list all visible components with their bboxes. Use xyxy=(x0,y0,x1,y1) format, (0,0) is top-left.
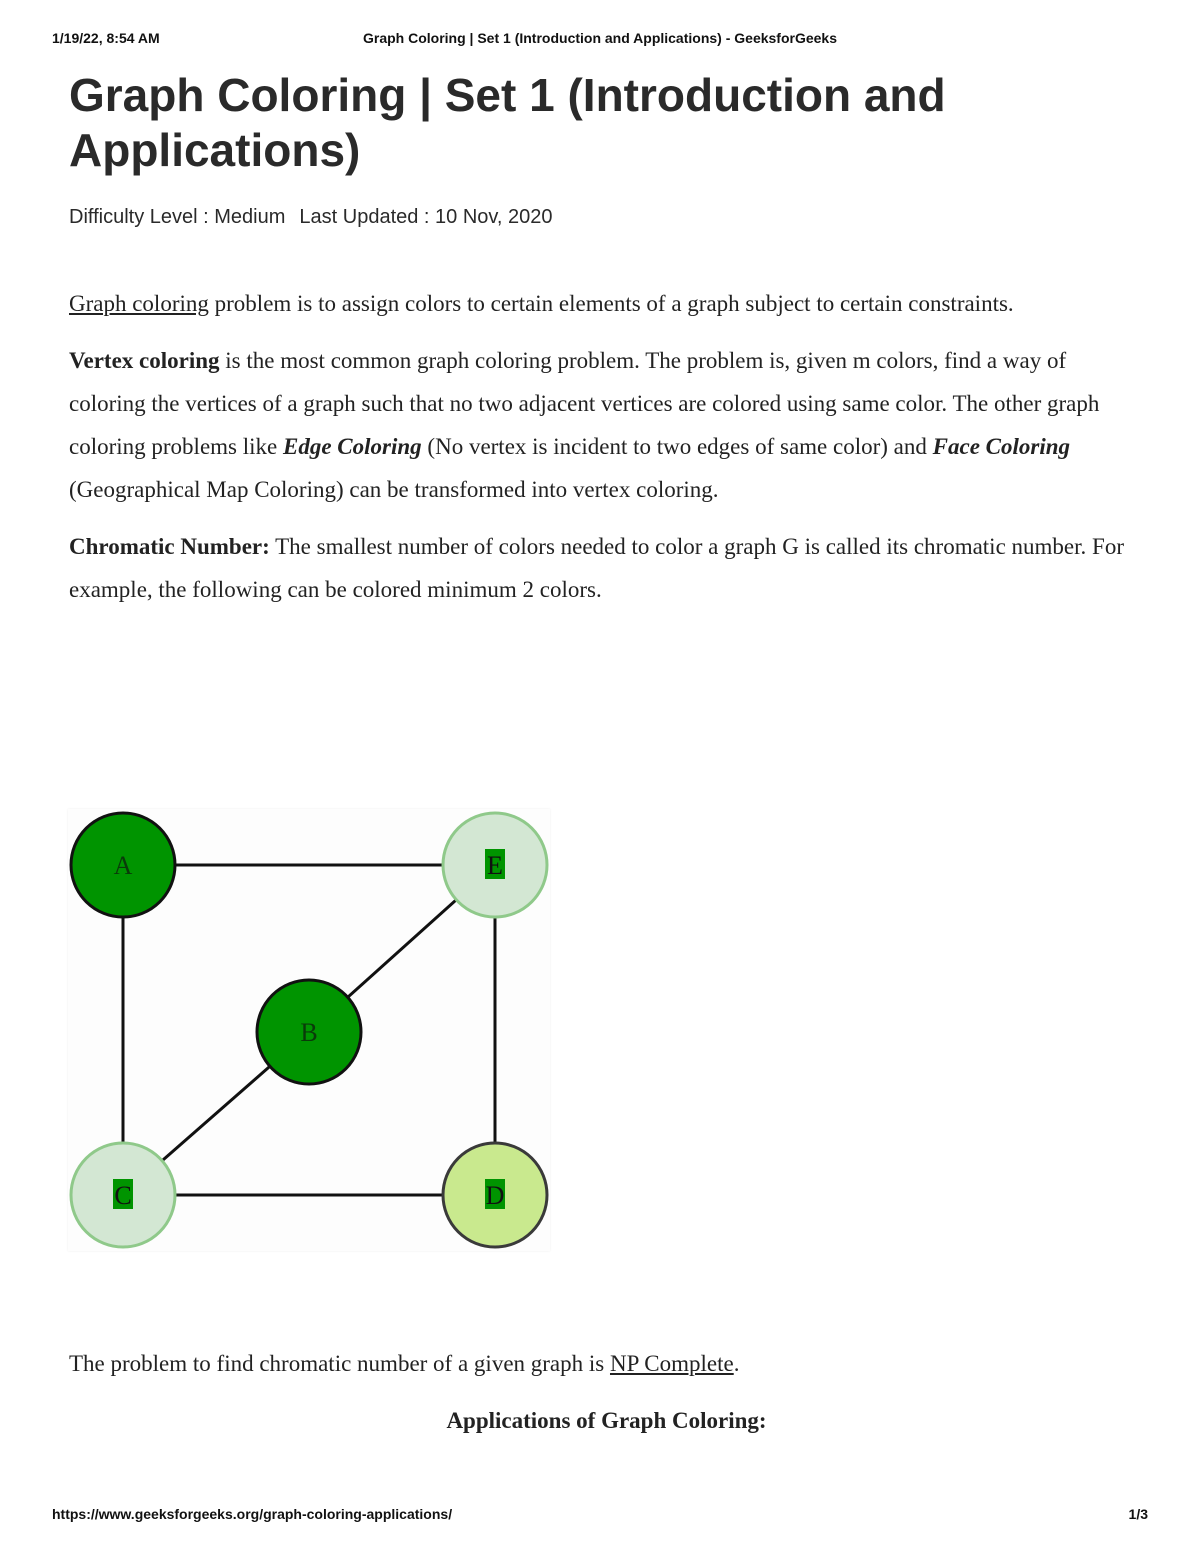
paragraph-chromatic-number xyxy=(69,525,1144,611)
article-title: Graph Coloring | Set 1 (Introduction and Applications) xyxy=(69,69,946,176)
vertex-e-label: E xyxy=(487,851,503,880)
print-header xyxy=(52,30,1148,50)
np-complete-end: . xyxy=(733,1351,740,1376)
edge-coloring-term: Edge Coloring xyxy=(283,434,422,459)
vertex-e xyxy=(443,813,547,917)
vertex-coloring-term: Vertex coloring xyxy=(69,348,220,373)
graph-coloring-link[interactable]: Graph coloring xyxy=(69,291,209,316)
face-coloring-term: Face Coloring xyxy=(932,434,1071,459)
chromatic-number-term: Chromatic Number: xyxy=(69,534,270,559)
last-updated: Last Updated : 10 Nov, 2020 xyxy=(299,206,553,228)
applications-heading: Applications of Graph Coloring: xyxy=(446,1408,767,1433)
vertex-d xyxy=(443,1143,547,1247)
print-date: 1/19/22, 8:54 AM xyxy=(52,30,160,46)
page-number: 1/3 xyxy=(1128,1506,1148,1522)
print-url: https://www.geeksforgeeks.org/graph-coloring-applications/ xyxy=(52,1506,453,1522)
print-footer xyxy=(52,1506,1148,1526)
np-complete-link[interactable]: NP Complete xyxy=(609,1351,734,1376)
vertex-b-label: B xyxy=(300,1018,318,1047)
paragraph-np-complete xyxy=(69,1342,1144,1385)
chromatic-number-text: The smallest number of colors needed to color a graph G is called its chromatic number. For example, the following can be colored minimum 2 colors. xyxy=(69,534,1124,602)
paragraph-intro xyxy=(69,282,1144,325)
article xyxy=(69,68,1144,611)
vertex-a-label: A xyxy=(113,851,133,880)
vertex-c xyxy=(71,1143,175,1247)
print-doc-title: Graph Coloring | Set 1 (Introduction and Applications) - GeeksforGeeks xyxy=(362,30,837,46)
vertex-text-1: is the most common graph coloring problem. The problem is, given m colors, find a way of coloring the vertices of a graph such that no two adjacent vertices are colored using same color. The other graph coloring problems like xyxy=(69,348,1100,459)
vertex-text-2: (No vertex is incident to two edges of same color) and xyxy=(421,434,933,459)
article-meta xyxy=(69,206,1144,229)
graph-diagram xyxy=(68,809,550,1251)
vertex-text-3: (Geographical Map Coloring) can be transformed into vertex coloring. xyxy=(69,477,719,502)
np-complete-text: The problem to find chromatic number of a given graph is xyxy=(69,1351,610,1376)
vertex-b xyxy=(257,980,361,1084)
vertex-d-label: D xyxy=(485,1181,505,1210)
vertex-c-label: C xyxy=(114,1181,132,1210)
graph-figure xyxy=(68,809,550,1251)
difficulty-level: Difficulty Level : Medium xyxy=(69,206,286,228)
paragraph-vertex-coloring xyxy=(69,339,1144,511)
paragraph-intro-text: problem is to assign colors to certain elements of a graph subject to certain constraints. xyxy=(208,291,1014,316)
vertex-a xyxy=(71,813,175,917)
